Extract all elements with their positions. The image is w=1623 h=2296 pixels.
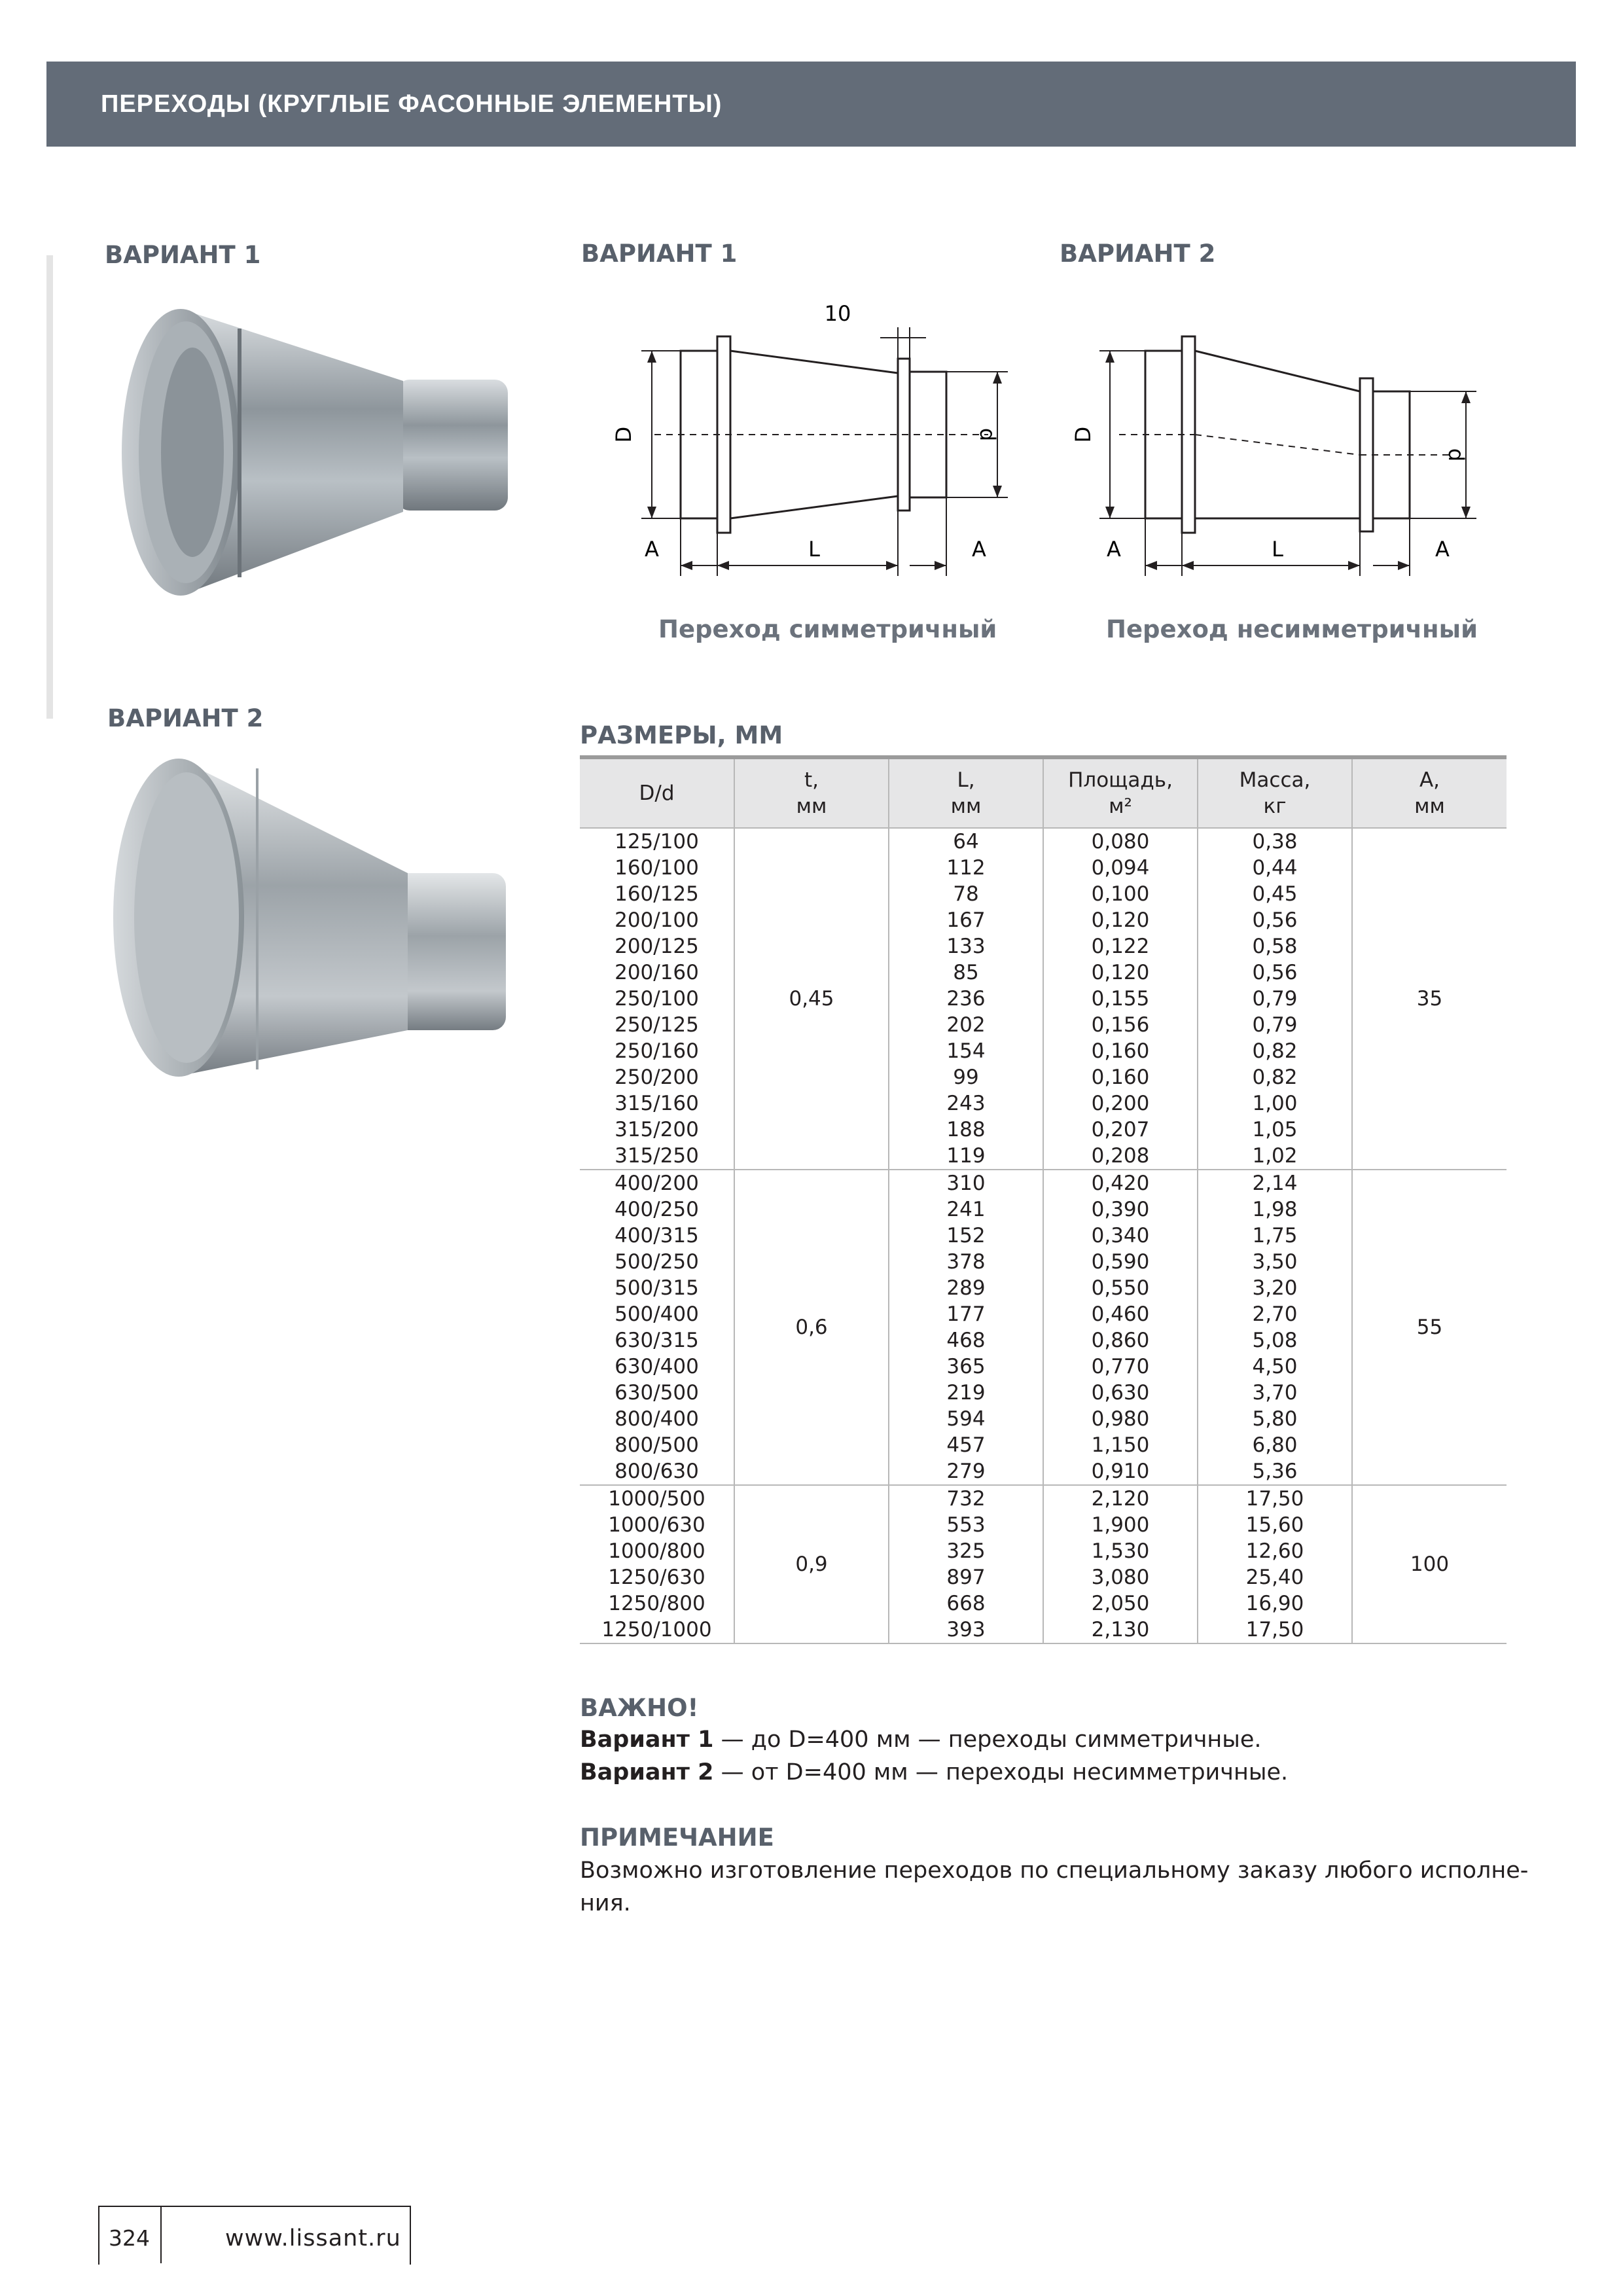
website-link[interactable]: www.lissant.ru	[225, 2225, 401, 2251]
cell-mass: 3,50	[1198, 1249, 1352, 1275]
cell-mass: 0,44	[1198, 855, 1352, 881]
diagram-variant1-title: ВАРИАНТ 1	[581, 240, 738, 268]
cell-diameter: 1000/500	[608, 1487, 705, 1511]
cell-diameter: 500/315	[615, 1276, 699, 1300]
dim-A-left-label: A	[645, 537, 659, 562]
cell-area: 2,050	[1043, 1590, 1198, 1617]
cell-length: 152	[889, 1223, 1043, 1249]
cell-length: 167	[889, 907, 1043, 933]
dim-A-right-label: A	[972, 537, 986, 562]
dimensions-table	[580, 755, 1507, 1644]
side-accent-line	[46, 255, 53, 719]
cell-area: 0,155	[1043, 986, 1198, 1012]
cell-area: 1,900	[1043, 1512, 1198, 1538]
cell-diameter: 315/200	[615, 1118, 699, 1141]
cell-length: 457	[889, 1432, 1043, 1458]
cell-diameter: 800/400	[615, 1407, 699, 1431]
cell-mass: 12,60	[1198, 1538, 1352, 1564]
dim-d-label-2: d	[1444, 448, 1469, 462]
cell-area: 0,460	[1043, 1301, 1198, 1327]
note-line-2: ния.	[580, 1890, 631, 1916]
cell-diameter: 160/100	[615, 856, 699, 880]
cell-area: 0,156	[1043, 1012, 1198, 1038]
cell-thickness: 0,6	[734, 1170, 889, 1485]
symmetric-reducer-diagram	[611, 301, 1034, 583]
important-line-2	[580, 1759, 1288, 1785]
cell-diameter: 630/315	[615, 1329, 699, 1352]
cell-length: 594	[889, 1406, 1043, 1432]
cell-length: 393	[889, 1617, 1043, 1643]
cell-length: 188	[889, 1117, 1043, 1143]
column-header-label: A,	[1419, 768, 1440, 792]
cell-diameter: 315/160	[615, 1092, 699, 1115]
cell-diameter: 1250/800	[608, 1592, 705, 1615]
cell-mass: 4,50	[1198, 1354, 1352, 1380]
cell-area: 0,160	[1043, 1064, 1198, 1090]
cell-diameter: 200/100	[615, 908, 699, 932]
column-header-label: Масса,	[1239, 768, 1311, 792]
cell-mass: 1,75	[1198, 1223, 1352, 1249]
cell-length: 236	[889, 986, 1043, 1012]
column-header-unit: мм	[796, 795, 827, 818]
cell-area: 0,122	[1043, 933, 1198, 960]
cell-diameter: 160/125	[615, 882, 699, 906]
cell-area: 3,080	[1043, 1564, 1198, 1590]
dim-D-label-2: D	[1071, 426, 1096, 443]
photo-variant2-title: ВАРИАНТ 2	[107, 704, 264, 732]
cell-length: 219	[889, 1380, 1043, 1406]
column-header-unit: мм	[1414, 795, 1445, 818]
cell-length: 668	[889, 1590, 1043, 1617]
cell-mass: 5,80	[1198, 1406, 1352, 1432]
cell-mass: 1,98	[1198, 1196, 1352, 1223]
page-title: ПЕРЕХОДЫ (КРУГЛЫЕ ФАСОННЫЕ ЭЛЕМЕНТЫ)	[101, 90, 722, 118]
cell-a: 55	[1352, 1170, 1507, 1485]
cell-area: 0,207	[1043, 1117, 1198, 1143]
cell-area: 1,150	[1043, 1432, 1198, 1458]
note-title: ПРИМЕЧАНИЕ	[580, 1823, 774, 1852]
cell-area: 0,390	[1043, 1196, 1198, 1223]
cell-diameter: 800/630	[580, 1458, 734, 1485]
cell-diameter: 500/250	[615, 1250, 699, 1274]
column-header	[1198, 757, 1352, 828]
cell-area: 1,530	[1043, 1538, 1198, 1564]
column-header-label: Площадь,	[1068, 768, 1173, 792]
column-header-label: t,	[804, 768, 819, 792]
cell-area: 0,420	[1043, 1170, 1198, 1196]
dim-D-label: D	[611, 426, 636, 443]
cell-length: 289	[889, 1275, 1043, 1301]
cell-mass: 0,56	[1198, 960, 1352, 986]
cell-length: 279	[889, 1458, 1043, 1485]
cell-length: 177	[889, 1301, 1043, 1327]
cell-length: 325	[889, 1538, 1043, 1564]
cell-a: 100	[1352, 1485, 1507, 1643]
cell-area: 0,590	[1043, 1249, 1198, 1275]
reducer-photo-variant1	[109, 302, 514, 603]
cell-area: 2,130	[1043, 1617, 1198, 1643]
cell-area: 0,160	[1043, 1038, 1198, 1064]
column-header-unit: мм	[950, 795, 982, 818]
variant2-text: — от D=400 мм — переходы несимметричные.	[713, 1759, 1289, 1785]
asymmetric-reducer-diagram	[1071, 301, 1499, 583]
cell-diameter: 400/315	[615, 1224, 699, 1247]
cell-length: 99	[889, 1064, 1043, 1090]
cell-mass: 0,45	[1198, 881, 1352, 907]
dim-L-label-2: L	[1272, 537, 1283, 562]
column-header	[889, 757, 1043, 828]
cell-area: 0,200	[1043, 1090, 1198, 1117]
cell-length: 85	[889, 960, 1043, 986]
cell-length: 553	[889, 1512, 1043, 1538]
cell-diameter: 200/160	[615, 961, 699, 984]
column-header-unit: кг	[1263, 795, 1287, 818]
cell-area: 0,910	[1043, 1458, 1198, 1485]
cell-mass: 3,20	[1198, 1275, 1352, 1301]
cell-area: 0,120	[1043, 907, 1198, 933]
column-header	[580, 757, 734, 828]
cell-length: 78	[889, 881, 1043, 907]
variant2-label: Вариант 2	[580, 1759, 714, 1785]
cell-length: 897	[889, 1564, 1043, 1590]
cell-area: 0,120	[1043, 960, 1198, 986]
reducer-photo-variant2	[107, 755, 512, 1083]
cell-diameter: 400/250	[615, 1198, 699, 1221]
cell-diameter: 800/500	[615, 1433, 699, 1457]
column-header-unit: м²	[1109, 795, 1132, 818]
cell-area: 0,630	[1043, 1380, 1198, 1406]
cell-length: 365	[889, 1354, 1043, 1380]
diagram-variant2-title: ВАРИАНТ 2	[1060, 240, 1216, 268]
cell-diameter: 125/100	[615, 830, 699, 853]
note-line-1: Возможно изготовление переходов по специальному заказу любого исполне-	[580, 1857, 1529, 1884]
cell-length: 119	[889, 1143, 1043, 1170]
footer-divider	[160, 2206, 162, 2263]
page-header	[46, 62, 1576, 147]
table-title: РАЗМЕРЫ, ММ	[580, 721, 783, 749]
cell-mass: 0,38	[1198, 828, 1352, 855]
cell-area: 2,120	[1043, 1485, 1198, 1512]
column-header	[1352, 757, 1507, 828]
cell-mass: 2,14	[1198, 1170, 1352, 1196]
cell-diameter: 315/250	[580, 1143, 734, 1170]
cell-diameter: 250/100	[615, 987, 699, 1011]
dim-L-label: L	[808, 537, 820, 562]
cell-mass: 0,79	[1198, 1012, 1352, 1038]
cell-length: 243	[889, 1090, 1043, 1117]
asymmetric-caption: Переход несимметричный	[1106, 615, 1478, 643]
cell-area: 0,100	[1043, 881, 1198, 907]
important-line-1	[580, 1727, 1262, 1753]
cell-diameter: 250/200	[615, 1066, 699, 1089]
cell-thickness: 0,45	[734, 828, 889, 1170]
cell-mass: 15,60	[1198, 1512, 1352, 1538]
column-header-label: D/d	[639, 781, 675, 805]
cell-mass: 3,70	[1198, 1380, 1352, 1406]
cell-length: 378	[889, 1249, 1043, 1275]
variant1-label: Вариант 1	[580, 1727, 714, 1753]
cell-mass: 6,80	[1198, 1432, 1352, 1458]
cell-mass: 1,02	[1198, 1143, 1352, 1170]
cell-length: 732	[889, 1485, 1043, 1512]
column-header-label: L,	[957, 768, 975, 792]
cell-area: 0,980	[1043, 1406, 1198, 1432]
cell-length: 202	[889, 1012, 1043, 1038]
cell-length: 310	[889, 1170, 1043, 1196]
page-number: 324	[109, 2225, 150, 2251]
cell-length: 64	[889, 828, 1043, 855]
cell-a: 35	[1352, 828, 1507, 1170]
cell-diameter: 500/400	[615, 1302, 699, 1326]
cell-diameter: 250/160	[615, 1039, 699, 1063]
column-header	[1043, 757, 1198, 828]
cell-mass: 25,40	[1198, 1564, 1352, 1590]
cell-diameter: 250/125	[615, 1013, 699, 1037]
dim-A-right-label-2: A	[1435, 537, 1450, 562]
cell-mass: 0,56	[1198, 907, 1352, 933]
cell-mass: 16,90	[1198, 1590, 1352, 1617]
cell-length: 241	[889, 1196, 1043, 1223]
cell-diameter: 200/125	[615, 935, 699, 958]
table-header-row	[580, 757, 1507, 828]
cell-diameter: 630/400	[615, 1355, 699, 1378]
table-row	[580, 1485, 1507, 1512]
cell-area: 0,550	[1043, 1275, 1198, 1301]
cell-mass: 0,82	[1198, 1064, 1352, 1090]
cell-mass: 5,08	[1198, 1327, 1352, 1354]
cell-diameter: 400/200	[615, 1172, 699, 1195]
table-row	[580, 828, 1507, 855]
important-title: ВАЖНО!	[580, 1694, 699, 1722]
cell-mass: 1,00	[1198, 1090, 1352, 1117]
cell-length: 468	[889, 1327, 1043, 1354]
variant1-text: — до D=400 мм — переходы симметричные.	[713, 1727, 1262, 1753]
dim-d-label: d	[975, 427, 1000, 442]
cell-area: 0,080	[1043, 828, 1198, 855]
cell-mass: 0,58	[1198, 933, 1352, 960]
dim-10-label: 10	[824, 301, 851, 326]
cell-length: 112	[889, 855, 1043, 881]
cell-length: 154	[889, 1038, 1043, 1064]
cell-mass: 1,05	[1198, 1117, 1352, 1143]
cell-mass: 0,82	[1198, 1038, 1352, 1064]
cell-diameter: 630/500	[615, 1381, 699, 1405]
cell-thickness: 0,9	[734, 1485, 889, 1643]
cell-mass: 0,79	[1198, 986, 1352, 1012]
table-row	[580, 1170, 1507, 1196]
column-header	[734, 757, 889, 828]
dim-A-left-label-2: A	[1107, 537, 1121, 562]
cell-area: 0,094	[1043, 855, 1198, 881]
cell-diameter: 1250/1000	[580, 1617, 734, 1643]
cell-mass: 17,50	[1198, 1485, 1352, 1512]
cell-length: 133	[889, 933, 1043, 960]
cell-diameter: 1250/630	[608, 1566, 705, 1589]
cell-mass: 17,50	[1198, 1617, 1352, 1643]
cell-mass: 5,36	[1198, 1458, 1352, 1485]
cell-diameter: 1000/630	[608, 1513, 705, 1537]
cell-diameter: 1000/800	[608, 1539, 705, 1563]
cell-area: 0,208	[1043, 1143, 1198, 1170]
cell-area: 0,340	[1043, 1223, 1198, 1249]
symmetric-caption: Переход симметричный	[658, 615, 997, 643]
photo-variant1-title: ВАРИАНТ 1	[105, 241, 261, 269]
cell-area: 0,860	[1043, 1327, 1198, 1354]
cell-mass: 2,70	[1198, 1301, 1352, 1327]
cell-area: 0,770	[1043, 1354, 1198, 1380]
